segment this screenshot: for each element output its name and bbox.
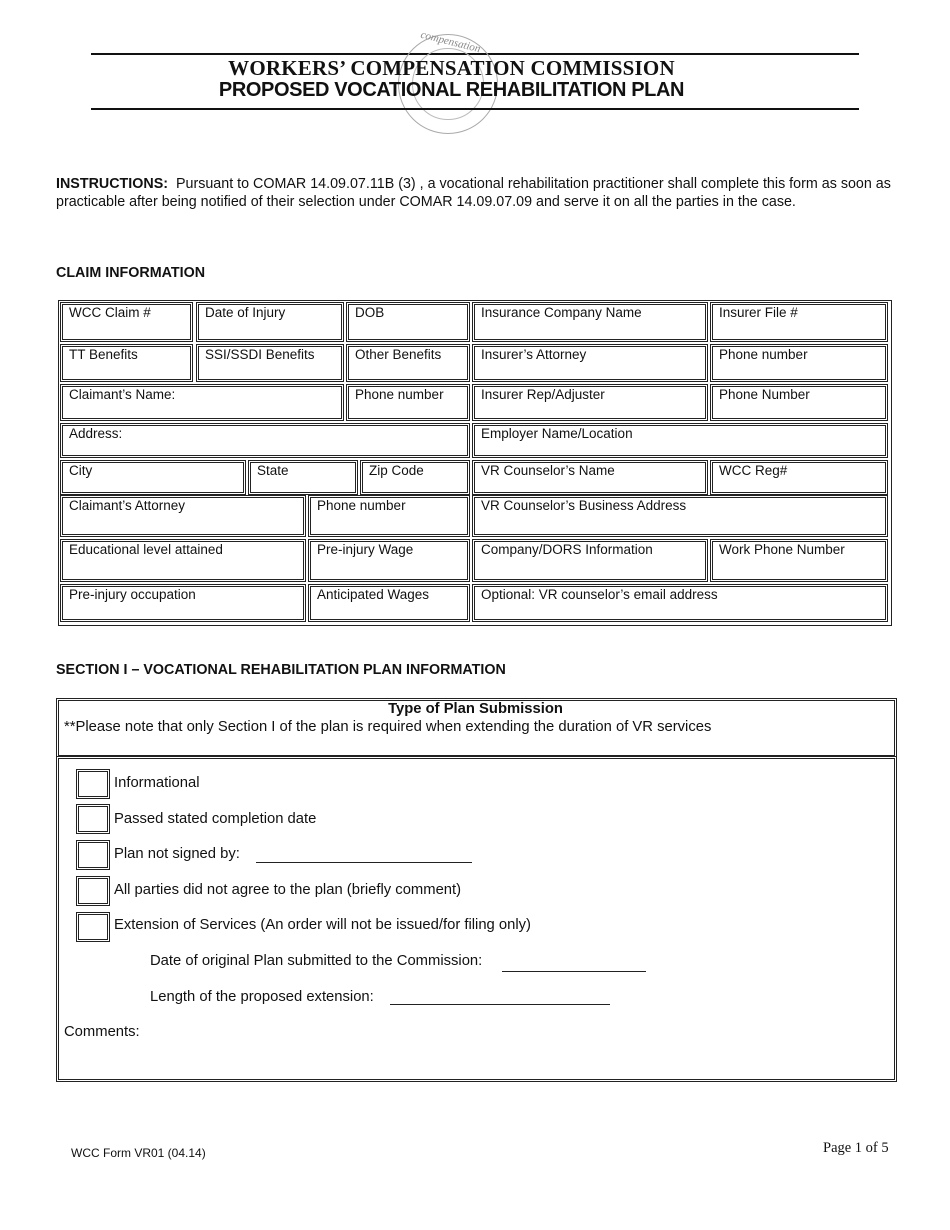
field-claimant-phone[interactable] [346,384,470,421]
field-label: Insurer File # [719,305,798,320]
instructions-text: Pursuant to COMAR 14.09.07.11B (3) , a vocational rehabilitation practitioner shall complete this form as soon as practicable after being notified of their selection under COMAR 14.09.07.09 and serve it on all the parties in the case. [56,176,891,210]
field-label: WCC Reg# [719,463,788,478]
field-label: Claimant’s Attorney [69,498,186,513]
field-tt-benefits[interactable] [60,344,193,382]
option-plan-not-signed-label: Plan not signed by: [114,846,240,862]
comments-label: Comments: [64,1024,140,1040]
field-label: Insurer’s Attorney [481,347,587,362]
field-pre-injury-wage[interactable] [308,539,470,582]
field-label: Phone number [317,498,406,513]
field-label: Company/DORS Information [481,542,653,557]
field-label: TT Benefits [69,347,138,362]
plan-type-title: Type of Plan Submission [388,701,563,717]
field-label: City [69,463,93,478]
field-work-phone[interactable] [710,539,888,582]
field-label: Anticipated Wages [317,587,430,602]
field-insurer-rep[interactable] [472,384,708,421]
length-extension-label: Length of the proposed extension: [150,989,374,1005]
field-label: Claimant’s Name: [69,387,176,402]
field-address[interactable] [60,423,470,458]
field-zip-code[interactable] [360,460,470,495]
field-insurance-company-name[interactable] [472,302,708,342]
commission-title: WORKERS’ COMPENSATION COMMISSION [228,56,675,80]
plan-type-note: **Please note that only Section I of the plan is required when extending the duration of VR services [64,719,712,735]
field-vr-counselor-name[interactable] [472,460,708,495]
field-ssi-ssdi-benefits[interactable] [196,344,344,382]
option-passed-completion-date-label: Passed stated completion date [114,811,317,827]
checkbox-passed-completion-date[interactable] [76,804,110,834]
field-label: Zip Code [369,463,424,478]
field-vr-email[interactable] [472,584,888,622]
field-label: State [257,463,289,478]
field-pre-injury-occupation[interactable] [60,584,306,622]
field-insurer-attorney-phone[interactable] [710,344,888,382]
checkbox-informational[interactable] [76,769,110,799]
length-extension-line[interactable] [390,1004,610,1005]
form-title: PROPOSED VOCATIONAL REHABILITATION PLAN [218,79,685,101]
checkbox-plan-not-signed[interactable] [76,840,110,870]
field-label: VR Counselor’s Name [481,463,615,478]
field-label: SSI/SSDI Benefits [205,347,315,362]
claim-info-heading: CLAIM INFORMATION [56,265,206,281]
date-original-plan-line[interactable] [502,971,646,972]
field-label: Employer Name/Location [481,426,633,441]
page-number: Page 1 of 5 [823,1140,889,1156]
field-state[interactable] [248,460,358,495]
field-label: Phone number [719,347,808,362]
field-other-benefits[interactable] [346,344,470,382]
field-label: Phone Number [719,387,810,402]
field-label: Educational level attained [69,542,223,557]
field-vr-business-address[interactable] [472,495,888,537]
field-wcc-reg[interactable] [710,460,888,495]
field-claimants-name[interactable] [60,384,344,421]
section1-heading: SECTION I – VOCATIONAL REHABILITATION PLAN INFORMATION [56,662,506,678]
field-insurer-file[interactable] [710,302,888,342]
option-informational-label: Informational [114,775,200,791]
field-dob[interactable] [346,302,470,342]
field-label: Insurer Rep/Adjuster [481,387,605,402]
field-date-of-injury[interactable] [196,302,344,342]
checkbox-extension-of-services[interactable] [76,912,110,942]
date-original-plan-label: Date of original Plan submitted to the Commission: [150,953,483,969]
field-employer-name[interactable] [472,423,888,458]
field-label: Phone number [355,387,444,402]
field-label: Pre-injury Wage [317,542,414,557]
field-city[interactable] [60,460,246,495]
header-bottom-rule [91,108,859,110]
checkbox-parties-did-not-agree[interactable] [76,876,110,906]
instructions-label: INSTRUCTIONS: [56,176,168,192]
field-claimants-attorney[interactable] [60,495,306,537]
field-label: DOB [355,305,385,320]
seal-text: compensation [419,28,482,56]
form-id: WCC Form VR01 (04.14) [71,1146,206,1160]
field-insurer-rep-phone[interactable] [710,384,888,421]
field-label: Date of Injury [205,305,286,320]
field-claimant-attorney-phone[interactable] [308,495,470,537]
field-label: Other Benefits [355,347,442,362]
field-label: Address: [69,426,123,441]
field-educational-level[interactable] [60,539,306,582]
plan-not-signed-by-line[interactable] [256,862,472,863]
field-company-dors[interactable] [472,539,708,582]
field-wcc-claim[interactable] [60,302,193,342]
field-label: WCC Claim # [69,305,151,320]
field-label: Pre-injury occupation [69,587,196,602]
field-label: Insurance Company Name [481,305,642,320]
field-label: Work Phone Number [719,542,845,557]
field-label: Optional: VR counselor’s email address [481,587,718,602]
field-label: VR Counselor’s Business Address [481,498,687,513]
field-insurers-attorney[interactable] [472,344,708,382]
field-anticipated-wages[interactable] [308,584,470,622]
instructions [56,175,896,211]
option-extension-of-services-label: Extension of Services (An order will not be issued/for filing only) [114,917,531,933]
option-parties-did-not-agree-label: All parties did not agree to the plan (briefly comment) [114,882,462,898]
